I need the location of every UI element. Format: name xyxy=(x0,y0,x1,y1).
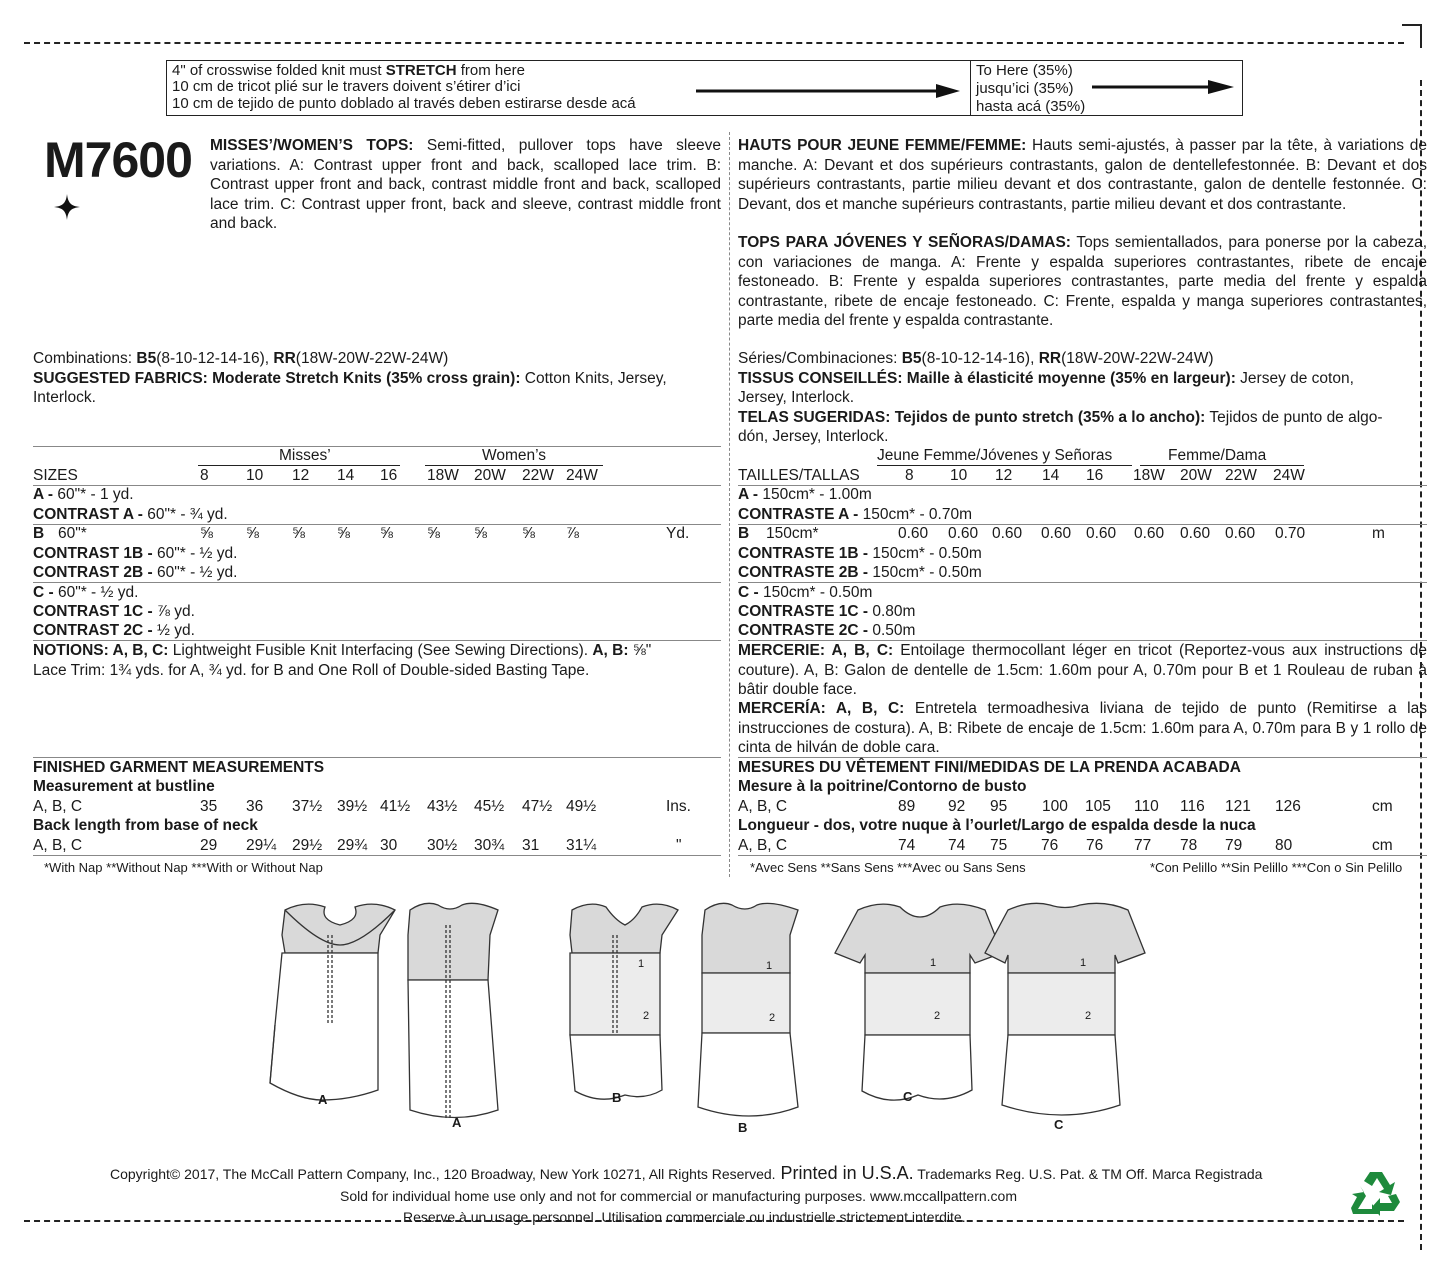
metrage-cell: 0.60 xyxy=(992,525,1023,542)
bust-unit: Ins. xyxy=(666,798,691,815)
back-unit: " xyxy=(676,837,682,854)
longueur-cell: 76 xyxy=(1041,837,1059,854)
top-corner-mark xyxy=(1402,24,1422,48)
taille-cell: 14 xyxy=(1042,467,1060,484)
longueur-title: Longueur - dos, votre nuque à l’ourlet/Largo de espalda desde la nuca xyxy=(738,817,1256,834)
view-label: A xyxy=(452,1115,462,1130)
yardage-cell: ⅝ xyxy=(337,525,350,542)
longueur-unit: cm xyxy=(1372,837,1393,854)
view-label: B xyxy=(612,1090,622,1105)
stretch-line-2: 10 cm de tricot plié sur le travers doivent s’étirer d’ici xyxy=(172,78,521,95)
yardage-b-label: B xyxy=(33,525,45,542)
metrage-b-width: 150cm* xyxy=(766,525,819,542)
stretch-line-3: 10 cm de tejido de punto doblado al través deben estirarse desde acá xyxy=(172,95,636,112)
home-use-line: Sold for individual home use only and not for commercial or manufacturing purposes. www.mccallpattern.com xyxy=(340,1188,1017,1204)
metrage-cell: 0.60 xyxy=(1180,525,1211,542)
yardage-cell: ⅝ xyxy=(200,525,213,542)
longueur-cell: 79 xyxy=(1225,837,1243,854)
yardage-cell: ⅞ xyxy=(566,525,579,542)
rule xyxy=(33,446,721,447)
poitrine-cell: 92 xyxy=(948,798,966,815)
rule xyxy=(33,855,721,856)
to-here-1: To Here (35%) xyxy=(976,62,1073,79)
notions: NOTIONS: A, B, C: Lightweight Fusible Knit Interfacing (See Sewing Directions). A, B: ⅝" xyxy=(33,642,652,659)
back-length-cell: 30 xyxy=(380,837,398,854)
telas-2: dón, Jersey, Interlock. xyxy=(738,428,889,445)
yardage-contrast-a: CONTRAST A - 60"* - ¾ yd. xyxy=(33,506,228,523)
longueur-cell: 80 xyxy=(1275,837,1293,854)
longueur-cell: 78 xyxy=(1180,837,1198,854)
longueur-label: A, B, C xyxy=(738,837,788,854)
piece-number: 1 xyxy=(638,958,645,970)
back-label: A, B, C xyxy=(33,837,83,854)
metrage-b-label: B xyxy=(738,525,750,542)
taille-cell: 24W xyxy=(1273,467,1305,484)
size-cell: 10 xyxy=(246,467,264,484)
bust-cell: 41½ xyxy=(380,798,411,815)
bust-title: Measurement at bustline xyxy=(33,778,215,795)
yardage-b-unit: Yd. xyxy=(666,525,690,542)
poitrine-cell: 116 xyxy=(1180,798,1205,815)
size-cell: 22W xyxy=(522,467,554,484)
back-length-cell: 31¼ xyxy=(566,837,597,854)
yardage-b-width: 60"* xyxy=(58,525,87,542)
metrage-cell: 0.60 xyxy=(1086,525,1117,542)
taille-cell: 22W xyxy=(1225,467,1257,484)
view-label: C xyxy=(1054,1117,1064,1132)
top-cut-line xyxy=(24,42,1404,44)
bust-cell: 36 xyxy=(246,798,264,815)
stretch-gauge-divider xyxy=(970,61,971,115)
back-title: Back length from base of neck xyxy=(33,817,258,834)
bust-cell: 47½ xyxy=(522,798,553,815)
poitrine-cell: 105 xyxy=(1085,798,1111,815)
metrage-a: A - 150cm* - 1.00m xyxy=(738,486,872,503)
footnote-fr: *Avec Sens **Sans Sens ***Avec ou Sans Sens xyxy=(750,860,1026,875)
metrage-cell: 0.60 xyxy=(948,525,979,542)
rule xyxy=(738,855,1427,856)
taille-cell: 20W xyxy=(1180,467,1212,484)
back-length-cell: 30½ xyxy=(427,837,458,854)
description-fr: HAUTS POUR JEUNE FEMME/FEMME: Hauts semi-ajustés, à passer par la tête, à variations de manche. A: Devant et dos supérieurs contrastants, galon de dentellefestonnée. B: Devant et dos supérieurs contrastants, partie milieu devant et dos contrastante, galon de dentelle festonnée. C: Devant, dos et manche supérieurs contrastants, partie milieu devant et dos contrastante. xyxy=(738,137,1427,213)
bust-cell: 37½ xyxy=(292,798,323,815)
tissus-2: Jersey, Interlock. xyxy=(738,389,855,406)
rule xyxy=(33,524,721,525)
back-length-cell: 29 xyxy=(200,837,218,854)
yardage-a: A - 60"* - 1 yd. xyxy=(33,486,134,503)
metrage-cell: 0.60 xyxy=(898,525,929,542)
metrage-contraste-1b: CONTRASTE 1B - 150cm* - 0.50m xyxy=(738,545,982,562)
to-here-3: hasta acá (35%) xyxy=(976,98,1086,115)
bust-cell: 35 xyxy=(200,798,218,815)
yardage-cell: ⅝ xyxy=(292,525,305,542)
piece-number: 1 xyxy=(930,957,937,969)
poitrine-cell: 95 xyxy=(990,798,1008,815)
yardage-c: C - 60"* - ½ yd. xyxy=(33,584,139,601)
personal-use-line: Reserve à un usage personnel. Utilisation commerciale ou industrielle strictement interdite. xyxy=(403,1209,966,1225)
back-length-cell: 29¼ xyxy=(246,837,277,854)
metrage-c: C - 150cm* - 0.50m xyxy=(738,584,873,601)
view-label: C xyxy=(903,1089,913,1104)
size-cell: 14 xyxy=(337,467,355,484)
suggested-fabrics: SUGGESTED FABRICS: Moderate Stretch Knits (35% cross grain): Cotton Knits, Jersey, xyxy=(33,370,667,387)
metrage-contraste-1c: CONTRASTE 1C - 0.80m xyxy=(738,603,916,620)
size-cell: 24W xyxy=(566,467,598,484)
bust-cell: 49½ xyxy=(566,798,597,815)
poitrine-cell: 89 xyxy=(898,798,916,815)
poitrine-cell: 121 xyxy=(1225,798,1251,815)
piece-number: 1 xyxy=(766,960,773,972)
yardage-contrast-2b: CONTRAST 2B - 60"* - ½ yd. xyxy=(33,564,238,581)
view-b-front xyxy=(570,904,678,1099)
copyright-line: Copyright© 2017, The McCall Pattern Company, Inc., 120 Broadway, New York 10271, All Rights Reserved. Printed in U.S.A. Trademarks Reg. U.S. Pat. & TM Off. Marca Registrada xyxy=(110,1163,1263,1183)
yardage-cell: ⅝ xyxy=(380,525,393,542)
piece-number: 2 xyxy=(1085,1010,1092,1022)
yardage-cell: ⅝ xyxy=(427,525,440,542)
tissus: TISSUS CONSEILLÉS: Maille à élasticité moyenne (35% en largeur): Jersey de coton, xyxy=(738,370,1354,387)
stretch-arrow-left xyxy=(694,82,964,100)
poitrine-unit: cm xyxy=(1372,798,1393,815)
view-label: A xyxy=(318,1092,328,1107)
rule xyxy=(738,524,1427,525)
yardage-contrast-2c: CONTRAST 2C - ½ yd. xyxy=(33,622,195,639)
metrage-cell: 0.60 xyxy=(1041,525,1072,542)
garment-views xyxy=(250,895,1190,1140)
yardage-cell: ⅝ xyxy=(474,525,487,542)
size-cell: 8 xyxy=(200,467,209,484)
longueur-cell: 77 xyxy=(1134,837,1152,854)
poitrine-label: A, B, C xyxy=(738,798,788,815)
back-length-cell: 29½ xyxy=(292,837,323,854)
longueur-cell: 74 xyxy=(898,837,916,854)
view-c-back xyxy=(985,903,1145,1115)
piece-number: 2 xyxy=(643,1010,650,1022)
yardage-contrast-1b: CONTRAST 1B - 60"* - ½ yd. xyxy=(33,545,238,562)
fgm-title: FINISHED GARMENT MEASUREMENTS xyxy=(33,759,325,776)
stretch-line-1: 4" of crosswise folded knit must STRETCH from here xyxy=(172,62,525,79)
poitrine-title: Mesure à la poitrine/Contorno de busto xyxy=(738,778,1027,795)
bust-cell: 43½ xyxy=(427,798,458,815)
description-es: TOPS PARA JÓVENES Y SEÑORAS/DAMAS: Tops semientallados, para ponerse por la cabeza, con variaciones de manga. A: Frente y espalda superiores contrastantes, ribete de encaje festoneado. B: Frente y espalda superiores contrastantes, parte media del frente y espalda contrastante, ribete de encaje festoneado. C: Frente, espalda y manga superiores contrastantes, parte media del frente y espalda contrastante. xyxy=(738,234,1428,329)
femme-header: Femme/Dama xyxy=(1168,447,1267,464)
piece-number: 2 xyxy=(769,1012,776,1024)
stretch-arrow-right xyxy=(1090,78,1240,96)
poitrine-cell: 126 xyxy=(1275,798,1301,815)
metrage-cell: 0.60 xyxy=(1225,525,1256,542)
combinations-fr: Séries/Combinaciones: B5(8-10-12-14-16), RR(18W-20W-22W-24W) xyxy=(738,350,1214,367)
mesures-title: MESURES DU VÊTEMENT FINI/MEDIDAS DE LA PRENDA ACABADA xyxy=(738,759,1241,776)
bust-cell: 39½ xyxy=(337,798,368,815)
metrage-contraste-2c: CONTRASTE 2C - 0.50m xyxy=(738,622,916,639)
view-b-back xyxy=(698,903,798,1116)
metrage-contraste-2b: CONTRASTE 2B - 150cm* - 0.50m xyxy=(738,564,982,581)
footnote-en: *With Nap **Without Nap ***With or Without Nap xyxy=(44,860,323,875)
merceria: MERCERÍA: A, B, C: Entretela termoadhesiva liviana de tejido de punto (Remitirse a las instrucciones de costura). A, B: Ribete de encaje de 1.5cm: 1.60m para A, 0.70m para B y 1 rollo de cinta de hilván de doble cara. xyxy=(738,700,1427,756)
view-c-front xyxy=(835,904,1002,1100)
taille-cell: 8 xyxy=(905,467,914,484)
longueur-cell: 75 xyxy=(990,837,1008,854)
longueur-cell: 76 xyxy=(1086,837,1104,854)
view-a-front xyxy=(270,904,395,1100)
longueur-cell: 74 xyxy=(948,837,966,854)
taille-cell: 16 xyxy=(1086,467,1104,484)
telas: TELAS SUGERIDAS: Tejidos de punto stretch (35% a lo ancho): Tejidos de punto de algo- xyxy=(738,409,1383,426)
poitrine-cell: 110 xyxy=(1134,798,1159,815)
jeune-header: Jeune Femme/Jóvenes y Señoras xyxy=(877,447,1113,464)
recycle-icon xyxy=(1350,1168,1402,1218)
view-a-back xyxy=(408,903,498,1120)
back-length-cell: 29¾ xyxy=(337,837,368,854)
piece-number: 1 xyxy=(1080,957,1087,969)
womens-header: Women’s xyxy=(482,447,547,464)
poitrine-cell: 100 xyxy=(1042,798,1068,815)
size-cell: 20W xyxy=(474,467,506,484)
pattern-number: M7600 xyxy=(44,132,192,188)
taille-cell: 10 xyxy=(950,467,968,484)
tailles-label: TAILLES/TALLAS xyxy=(738,467,860,484)
footnote-es: *Con Pelillo **Sin Pelillo ***Con o Sin Pelillo xyxy=(1150,860,1403,875)
taille-cell: 18W xyxy=(1133,467,1165,484)
metrage-contraste-a: CONTRASTE A - 150cm* - 0.70m xyxy=(738,506,972,523)
notions-2: Lace Trim: 1¾ yds. for A, ¾ yd. for B and One Roll of Double-sided Basting Tape. xyxy=(33,662,590,679)
four-point-star-icon xyxy=(54,194,80,220)
yardage-cell: ⅝ xyxy=(246,525,259,542)
metrage-cell: 0.60 xyxy=(1134,525,1165,542)
size-cell: 16 xyxy=(380,467,398,484)
taille-cell: 12 xyxy=(995,467,1013,484)
piece-number: 2 xyxy=(934,1010,941,1022)
mercerie: MERCERIE: A, B, C: Entoilage thermocollant léger en tricot (Reportez-vous aux instructions de couture). A, B: Galon de dentelle de 1.5cm: 1.60m pour A, 0.70m pour B et 1 Rouleau de ruban à bâtir double face. xyxy=(738,642,1427,698)
yardage-cell: ⅝ xyxy=(522,525,535,542)
back-length-cell: 30¾ xyxy=(474,837,505,854)
to-here-2: jusqu’ici (35%) xyxy=(976,80,1074,97)
sizes-label: SIZES xyxy=(33,467,78,484)
size-cell: 18W xyxy=(427,467,459,484)
yardage-contrast-1c: CONTRAST 1C - ⅞ yd. xyxy=(33,603,195,620)
back-length-cell: 31 xyxy=(522,837,540,854)
size-cell: 12 xyxy=(292,467,310,484)
metrage-b-unit: m xyxy=(1372,525,1385,542)
rule xyxy=(33,485,721,486)
bust-label: A, B, C xyxy=(33,798,83,815)
combinations-en: Combinations: B5(8-10-12-14-16), RR(18W-20W-22W-24W) xyxy=(33,350,449,367)
description-en: MISSES’/WOMEN’S TOPS: Semi-fitted, pullover tops have sleeve variations. A: Contrast upper front and back, scalloped lace trim. B: Contrast upper front and back, contrast middle front and back, scalloped lace trim. C: Contrast upper front, back and sleeve, contrast middle front and back. xyxy=(210,137,721,232)
view-label: B xyxy=(738,1120,748,1135)
column-divider xyxy=(729,132,730,877)
suggested-fabrics-2: Interlock. xyxy=(33,389,96,406)
metrage-cell: 0.70 xyxy=(1275,525,1306,542)
bust-cell: 45½ xyxy=(474,798,505,815)
misses-header: Misses’ xyxy=(279,447,331,464)
